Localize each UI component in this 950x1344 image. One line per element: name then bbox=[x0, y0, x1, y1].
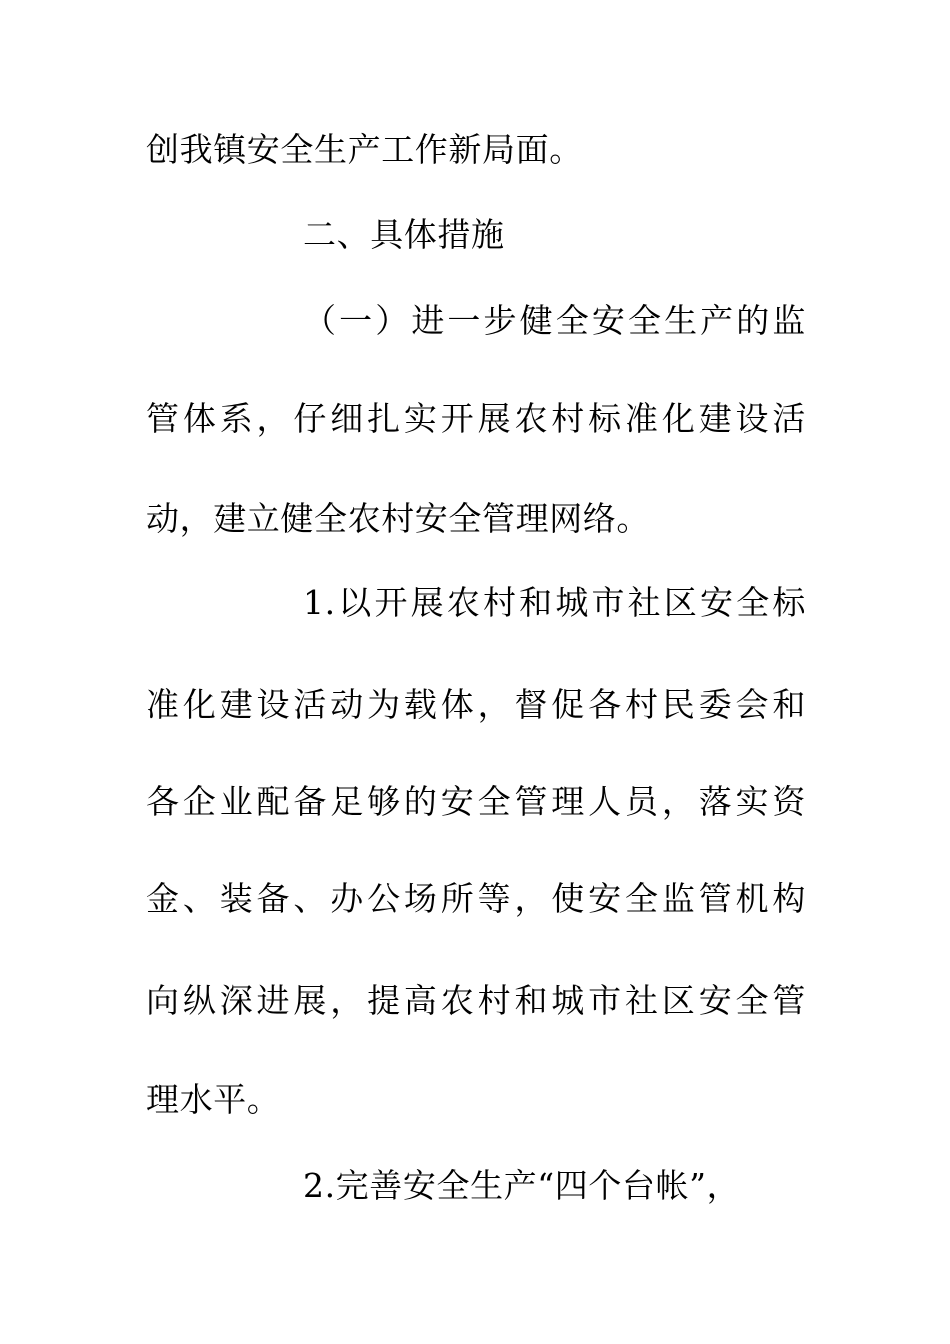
paragraph-line: 准化建设活动为载体，督促各村民委会和 bbox=[146, 685, 806, 724]
list-item-line: 1.以开展农村和城市社区安全标 bbox=[303, 583, 806, 622]
paragraph-line: 向纵深进展，提高农村和城市社区安全管 bbox=[146, 981, 806, 1020]
subsection-heading-line: （一）进一步健全安全生产的监 bbox=[303, 301, 806, 340]
paragraph-line: 金、装备、办公场所等，使安全监管机构 bbox=[146, 879, 806, 918]
section-heading: 二、具体措施 bbox=[303, 215, 505, 254]
paragraph-line: 各企业配备足够的安全管理人员，落实资 bbox=[146, 782, 806, 821]
paragraph-line: 理水平。 bbox=[146, 1080, 281, 1119]
paragraph-line: 动，建立健全农村安全管理网络。 bbox=[146, 499, 650, 538]
paragraph-line: 管体系，仔细扎实开展农村标准化建设活 bbox=[146, 399, 806, 438]
list-item-line: 2.完善安全生产“四个台帐”， bbox=[303, 1166, 741, 1205]
paragraph-line: 创我镇安全生产工作新局面。 bbox=[146, 130, 583, 169]
